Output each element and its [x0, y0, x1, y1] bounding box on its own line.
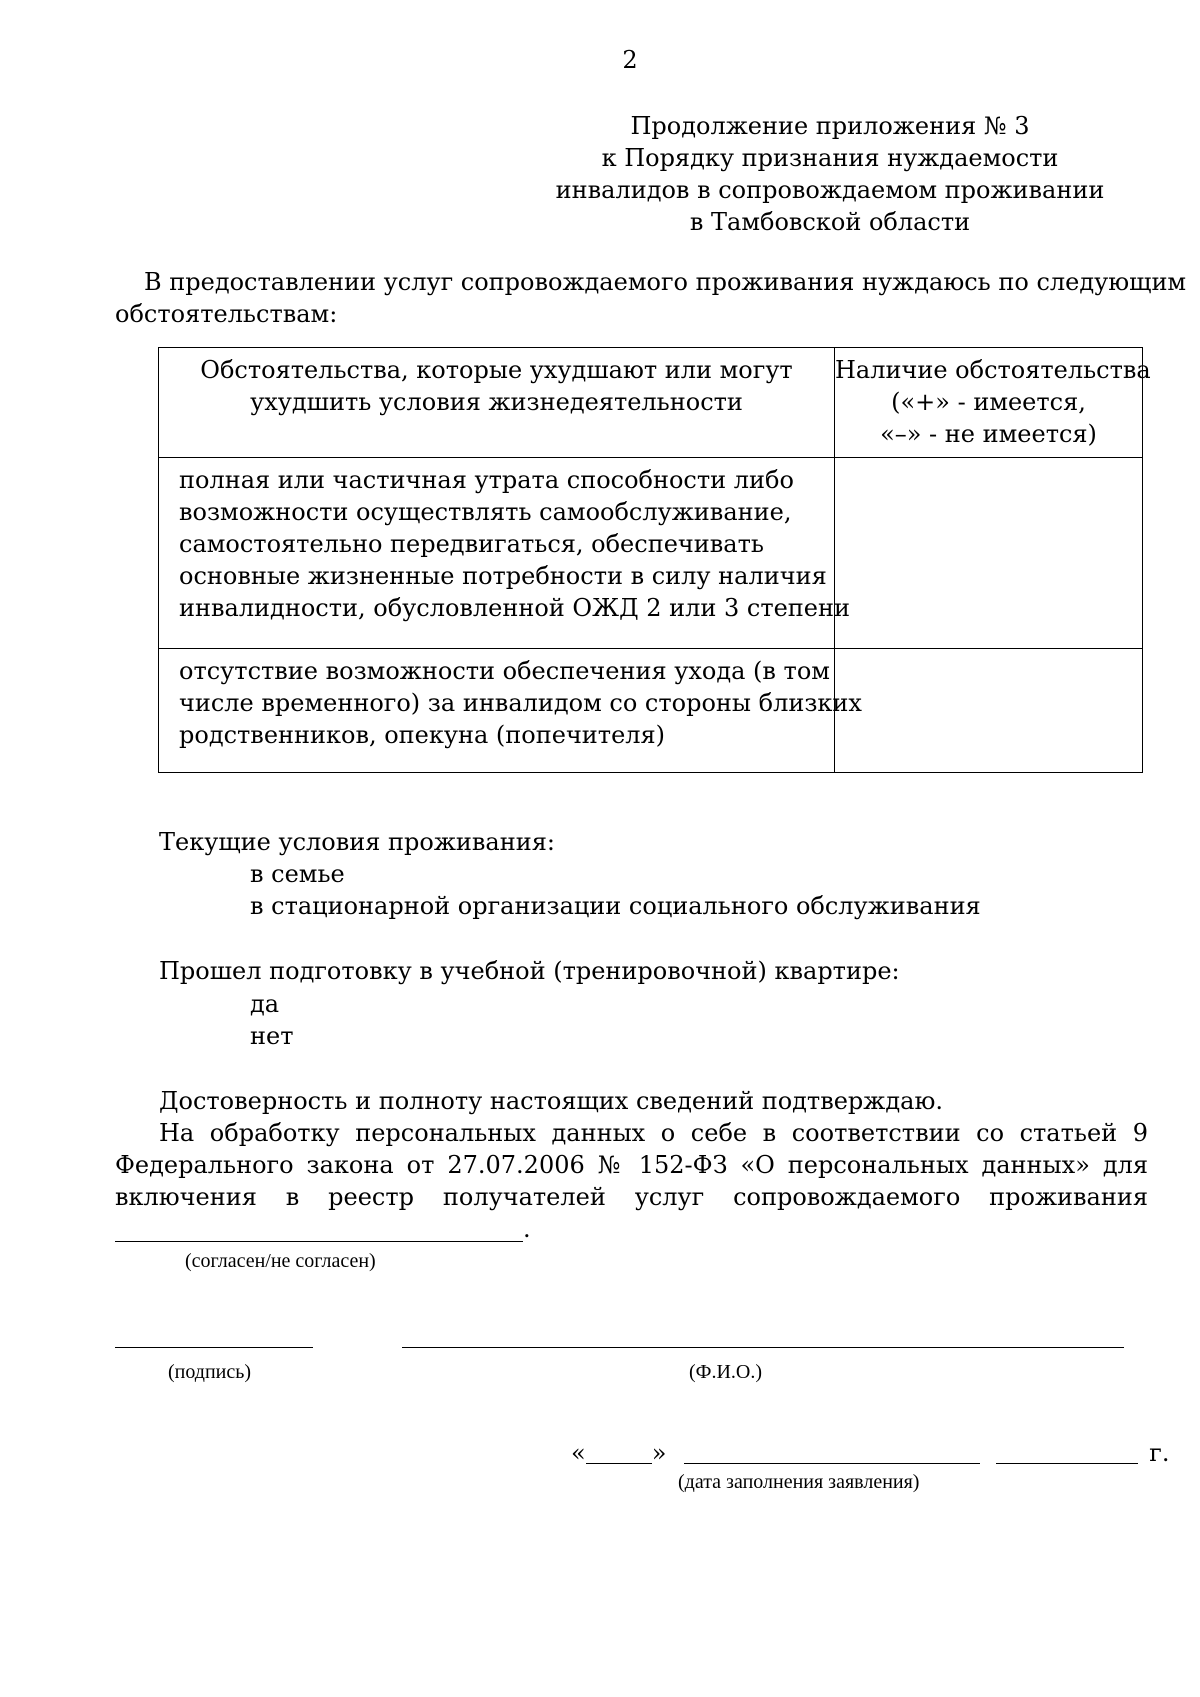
cell-text-line: возможности осуществлять самообслуживание, — [179, 498, 792, 526]
table-row — [159, 458, 1143, 649]
living-option-family[interactable]: в семье — [250, 860, 345, 888]
day-field[interactable] — [586, 1437, 652, 1464]
cell-text-line: родственников, опекуна (попечителя) — [179, 721, 666, 749]
intro-text: В предоставлении услуг сопровождаемого проживания нуждаюсь по следующим — [144, 268, 1187, 296]
cell-text-line: отсутствие возможности обеспечения ухода (в том — [179, 657, 830, 685]
appendix-header — [500, 110, 1160, 238]
year-suffix: г. — [1149, 1439, 1170, 1467]
training-option-no[interactable]: нет — [250, 1022, 294, 1050]
full-name-field[interactable] — [402, 1347, 1124, 1348]
circumstances-table — [158, 347, 1151, 773]
col-header-presence — [835, 348, 1151, 458]
presence-input-cell[interactable] — [835, 458, 1143, 649]
cell-text-line: числе временного) за инвалидом со стороны близких — [179, 689, 862, 717]
living-conditions-title: Текущие условия проживания: — [159, 828, 555, 856]
header-text: «–» - не имеется) — [880, 420, 1097, 448]
confirmation-text: Достоверность и полноту настоящих сведений подтверждаю. — [159, 1087, 943, 1115]
circumstance-cell — [159, 458, 850, 649]
cell-text-line: основные жизненные потребности в силу наличия — [179, 562, 827, 590]
table-row — [159, 649, 1143, 773]
table-header-row — [159, 348, 1143, 458]
consent-caption: (согласен/не согласен) — [185, 1250, 376, 1272]
signature-field[interactable] — [115, 1347, 313, 1348]
consent-text: Федерального закона от 27.07.2006 № 152-ФЗ «О персональных данных» для — [115, 1151, 1148, 1179]
signature-caption: (подпись) — [168, 1361, 252, 1383]
header-text: Наличие обстоятельства — [835, 356, 1151, 384]
cell-text-line: инвалидности, обусловленной ОЖД 2 или 3 степени — [179, 594, 850, 622]
header-line: в Тамбовской области — [689, 208, 971, 236]
header-line: инвалидов в сопровождаемом проживании — [555, 176, 1105, 204]
header-text: ухудшить условия жизнедеятельности — [250, 388, 743, 416]
consent-answer-field[interactable] — [115, 1213, 523, 1242]
header-text: («+» - имеется, — [891, 388, 1086, 416]
month-field[interactable] — [684, 1437, 980, 1464]
header-text: Обстоятельства, которые ухудшают или могут — [200, 356, 793, 384]
date-row — [571, 1437, 1170, 1469]
consent-text: На обработку персональных данных о себе в соответствии со статьей 9 — [159, 1119, 1148, 1147]
date-caption: (дата заполнения заявления) — [678, 1471, 920, 1493]
cell-text-line: самостоятельно передвигаться, обеспечивать — [179, 530, 764, 558]
consent-end-mark: . — [523, 1215, 531, 1243]
header-line: Продолжение приложения № 3 — [630, 112, 1030, 140]
consent-paragraph — [115, 1117, 1148, 1245]
living-option-institution[interactable]: в стационарной организации социального обслуживания — [250, 892, 981, 920]
cell-text-line: полная или частичная утрата способности либо — [179, 466, 794, 494]
training-option-yes[interactable]: да — [250, 990, 280, 1018]
circumstance-cell — [159, 649, 862, 773]
training-title: Прошел подготовку в учебной (тренировочной) квартире: — [159, 957, 900, 985]
open-quote: « — [571, 1439, 586, 1467]
presence-input-cell[interactable] — [835, 649, 1143, 773]
close-quote: » — [651, 1439, 667, 1467]
year-field[interactable] — [996, 1437, 1138, 1464]
page-number: 2 — [622, 46, 638, 74]
intro-text: обстоятельствам: — [115, 300, 338, 328]
col-header-circumstances — [159, 348, 835, 458]
consent-text: включения в реестр получателей услуг сопровождаемого проживания — [115, 1183, 1148, 1211]
header-line: к Порядку признания нуждаемости — [601, 144, 1059, 172]
full-name-caption: (Ф.И.О.) — [689, 1361, 763, 1383]
